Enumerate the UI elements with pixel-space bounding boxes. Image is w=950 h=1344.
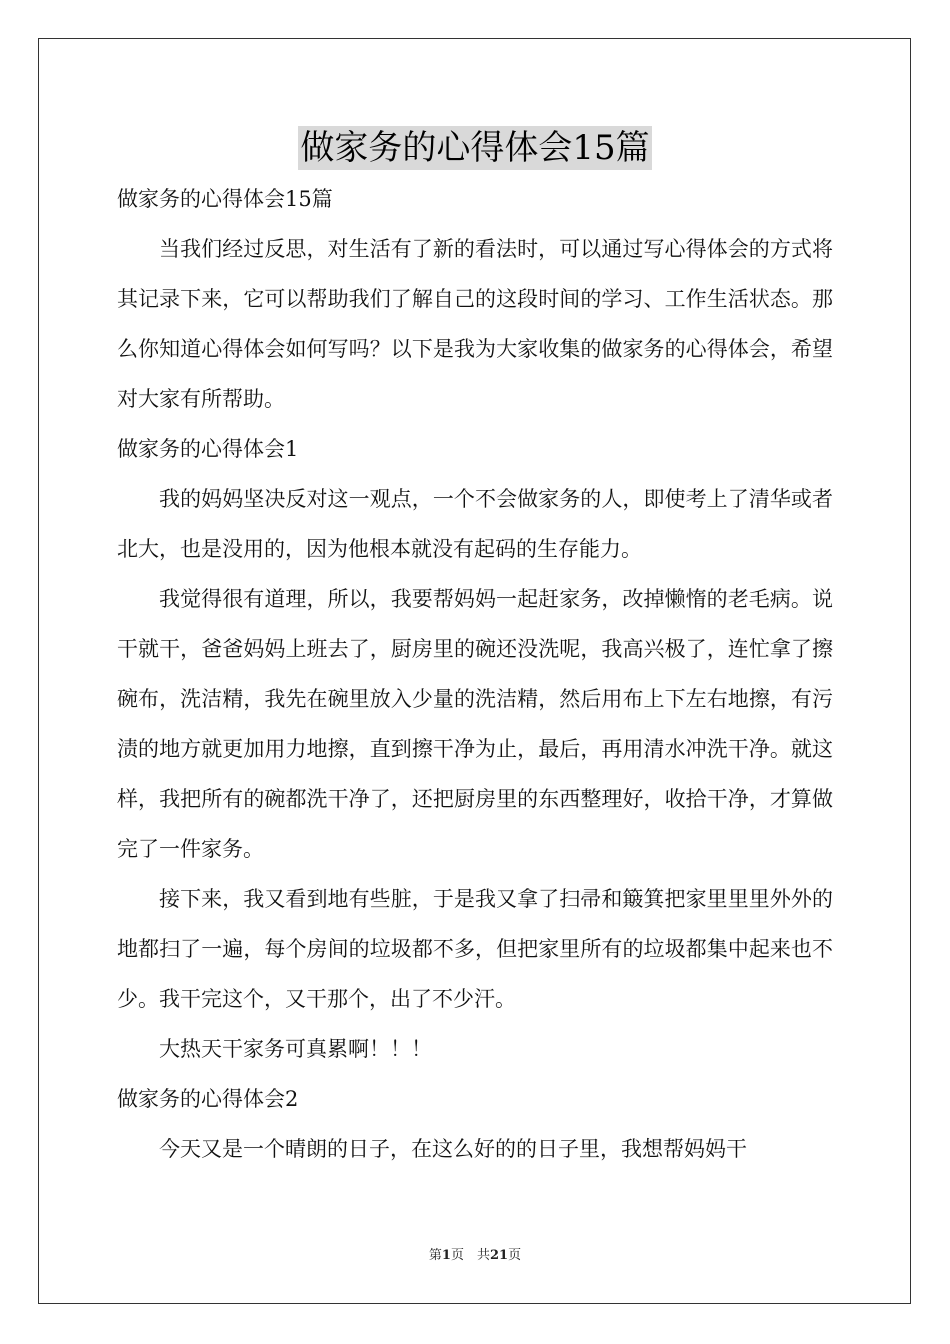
paragraph: 接下来，我又看到地有些脏，于是我又拿了扫帚和簸箕把家里里里外外的地都扫了一遍，每个房间的垃圾都不多，但把家里所有的垃圾都集中起来也不少。我干完这个，又干那个，出了不少汗。 xyxy=(117,887,833,1011)
section-heading: 做家务的心得体会15篇 xyxy=(117,187,333,211)
paragraph: 我觉得很有道理，所以，我要帮妈妈一起赶家务，改掉懒惰的老毛病。说干就干，爸爸妈妈上班去了，厨房里的碗还没洗呢，我高兴极了，连忙拿了擦碗布，洗洁精，我先在碗里放入少量的洗洁精，然后用布上下左右地擦，有污渍的地方就更加用力地擦，直到擦干净为止，最后，再用清水冲洗干净。就这样，我把所有的碗都洗干净了，还把厨房里的东西整理好，收拾干净，才算做完了一件家务。 xyxy=(117,587,833,861)
document-body xyxy=(117,174,833,1174)
paragraph: 大热天干家务可真累啊！！！ xyxy=(159,1037,432,1061)
page-footer xyxy=(0,1246,950,1266)
title-container xyxy=(0,126,950,170)
paragraph: 我的妈妈坚决反对这一观点，一个不会做家务的人，即使考上了清华或者北大，也是没用的，因为他根本就没有起码的生存能力。 xyxy=(117,487,833,561)
page-prefix: 第 xyxy=(428,1248,442,1263)
page-mid: 页 共 xyxy=(450,1248,490,1263)
page-current: 1 xyxy=(441,1248,451,1263)
section-heading: 做家务的心得体会2 xyxy=(117,1087,299,1111)
page-suffix: 页 xyxy=(508,1248,522,1263)
document-title: 做家务的心得体会15篇 xyxy=(300,128,650,168)
section-heading: 做家务的心得体会1 xyxy=(117,437,299,461)
paragraph: 今天又是一个晴朗的日子，在这么好的的日子里，我想帮妈妈干 xyxy=(159,1137,747,1161)
page-total: 21 xyxy=(489,1248,509,1263)
paragraph: 当我们经过反思，对生活有了新的看法时，可以通过写心得体会的方式将其记录下来，它可以帮助我们了解自己的这段时间的学习、工作生活状态。那么你知道心得体会如何写吗？以下是我为大家收集的做家务的心得体会，希望对大家有所帮助。 xyxy=(117,237,833,411)
